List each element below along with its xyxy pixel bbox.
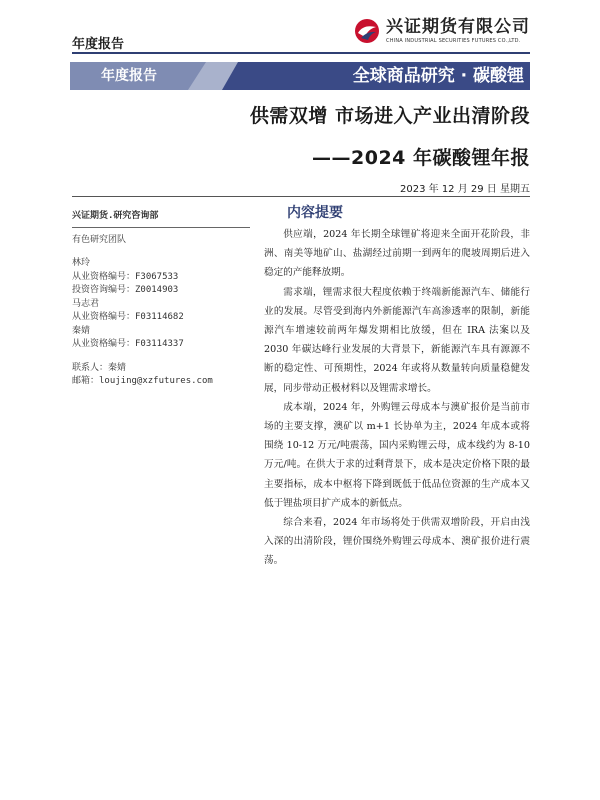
team-name: 有色研究团队 [72,234,127,245]
contact-email: 邮箱：loujing@xzfutures.com [72,376,213,386]
contact-person: 联系人：秦婧 [72,362,127,373]
analyst-credential: 投资咨询编号：Z0014903 [72,285,179,295]
header-divider [72,52,530,54]
author-sidebar [72,210,252,389]
summary-body [264,225,530,571]
summary-paragraph-conclusion: 综合来看，2024 年市场将处于供需双增阶段，开启由浅入深的出清阶段，锂价围绕外购锂云母成本、澳矿报价进行震荡。 [264,517,530,567]
analyst-name: 马志君 [72,298,100,309]
report-headline: 供需双增 市场进入产业出清阶段 [249,105,530,127]
analyst-credential: 从业资格编号：F3067533 [72,271,179,282]
analyst-credential: 从业资格编号：F03114337 [72,339,184,349]
document-type-label: 年度报告 [72,37,125,52]
banner-left-slant [188,62,206,90]
company-logo [354,18,530,44]
analyst-credential: 从业资格编号：F03114682 [72,312,184,322]
sidebar-divider [72,227,250,228]
department-name: 兴证期货.研究咨询部 [72,211,159,221]
banner-tag: 年度报告 [101,68,157,84]
analyst-name: 秦婧 [72,325,91,336]
date-divider [72,196,530,197]
banner-title: 全球商品研究 · 碳酸锂 [352,66,524,86]
report-subheadline: ——2024 年碳酸锂年报 [312,147,530,169]
banner-right-slant [222,62,238,90]
summary-paragraph-supply: 供应端，2024 年长期全球锂矿将迎来全面开花阶段，非洲、南美等地矿山、盐湖经过前期一到两年的爬坡周期后进入稳定的产能释放期。 [264,229,530,279]
company-name-en: CHINA INDUSTRIAL SECURITIES FUTURES CO.,LTD. [386,38,521,44]
report-date: 2023 年 12 月 29 日 星期五 [400,184,530,195]
analyst-name: 林玲 [72,258,91,268]
company-logo-icon [354,18,380,44]
summary-paragraph-demand: 需求端，锂需求很大程度依赖于终端新能源汽车、储能行业的发展。尽管受到海内外新能源汽车高渗透率的限制，新能源汽车增速较前两年爆发期相比放缓，但在 IRA 法案以及 2030 年碳达峰行业发展的大背景下，新能源汽车具有源源不断的稳定性、可预期性，2024 年或将从数量转向质量稳健发展，同步带动正极材料以及锂需求增长。 [264,286,530,394]
company-name-cn: 兴证期货有限公司 [386,17,530,37]
summary-title: 内容提要 [287,205,343,221]
summary-paragraph-cost: 成本端，2024 年，外购锂云母成本与澳矿报价是当前市场的主要支撑，澳矿以 m+1 长协单为主，2024 年成本或将围绕 10-12 万元/吨震荡，国内采购锂云母，成本线约为 8-10 万元/吨。在供大于求的过剩背景下，成本是决定价格下限的最主要指标，成本中枢将下降到既低于低品位资源的生产成本又低于锂盐项目扩产成本的新低点。 [264,401,530,509]
